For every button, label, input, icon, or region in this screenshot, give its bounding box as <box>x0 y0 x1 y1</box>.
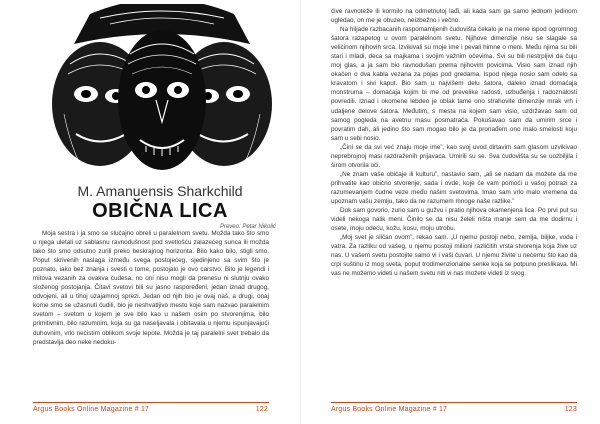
paragraph: Na hiljade razbacanih raspomamljenih čudovišta čekalo je na mene ispod ogromnog šatora razapetog u ovom paralelnom svetu. Njihove dimenzije nisu se slagale sa veličinom njihovih srca. Izvikivali su moje ime i pevali himne o meni. Među njima su bili stari i mladi, deca sa majkama i svojim važnim očevima. Svi su bili nestrpljivi da čuju moj glas, a ja sam bio ravnodušan prema njihovim povicima. Visio sam iznad njih okačen o dva kabla vezana za pojas pod gredama. Ispod njega nosio sam odelo sa kravatom i sivi kaput. Bio sam u najvišem delu šatora, daleko iznad domaćaja monstruma – domaćaja kojim bi me od prevelike radosti, uzbuđenja i radoznalosti povredili. Iznad i okomene lebdeo je oblak tame ono strahovite dimenzije mrak vrh i udaljene delove šatora. Međutim, s mesta na kojem sam visio, uzdržavao sam od samog pogleda na avetnu masu posmatrača. Pokušavao sam da umirim srce i povratim dah, ali jedino što sam mogao bilo je da pronađem ono malo smelosti koju sam u sebi nosio. <box>331 26 577 142</box>
footer-rule <box>331 402 577 403</box>
page-number: 123 <box>564 406 577 413</box>
paragraph: „Čini se da svi već znaju moje ime”, kao svoj uvod dirtavim sam glasom uzvikivao neprebrojnoj masi razdraženih prijavaca. Umirili su se. Sva čudovišta su se uozbiljila i širom otvorila oči. <box>331 143 577 169</box>
masks-illustration <box>40 4 284 182</box>
translator-credit: Prevео: Petar Nikolić <box>219 224 276 230</box>
paragraph: čive ravnoteže ili kormilo na odmetnutoj lađi, ali kada sam ga samo jednom jedinom ugledao, on me je obuzeo, neizbežno i večno. <box>331 8 577 25</box>
magazine-name: Argus Books Online Magazine # 17 <box>33 406 150 413</box>
left-body-text <box>33 229 269 347</box>
page-number: 122 <box>255 406 268 413</box>
author-name: M. Amanuensis Sharkchild <box>77 183 243 199</box>
paragraph: Moja sestra i ja smo se slučajno obreli u paralelnom svetu. Možda tako što smo u njega uletali uz sablasnu ravnodušnost pod svetlošću zalazećeg sunca ili možda tako što smo odsutno zurili preko beskrajnog horizonta. Bilo kako bilo, stigli smo. Poput skrivenih naslaga između svega postojećeg, sjedinjeno sa svim što je poznato, iako bez znanja i svesti o tome, postojalo je ovo carstvo. Bilo je legendi i mitova vezanih za ovakva čudesa, no oni nisu mogli da prenesu ni slutnju ovako složenog postojanja. Čitavi svetovi bili su jasno raspoređeni, jedan iznad drugog, odvojeni, ali u tihoj uzajamnoj sprezi. Jedan od njih bio je ovaj naš, a drugi, onaj kome smo se užasnuti čudili, bio je neshvatljivo mesto koje sam nazvao paralelnim svetom – svetom u kojem je sve bilo kao u našem osim po stvorenjima, bilo primitivnim, bilo razumnim, koja su ga naseljavala i obitavala u njemu ispunjavajući duhovnim, vrlo nečistim oblikom svoje lepote. Možda je taj paralelni svet trebalo da predstavlja deo neke nedoku- <box>33 230 269 346</box>
paragraph: „Moj svet je sličan ovom”, rekao sam. „U njemu postoji nebo, zemlja, biljke, voda i vatra. Za razliku od vašeg, u njemu postoji milioni različitih vrsta stvorenja koja žive uz nas. U vašem svetu postojite samo vi i vaši čuvari. U njemu živite u nečemu što kao da crpi suštinu iz mog sveta, poput trodimenzionalne senke koja se potpuno preslikava. Mi vas ne možemo videti u našem svetu niti vi nas možete videti iz svog. <box>331 234 577 278</box>
right-body-text <box>331 7 577 278</box>
story-title: OBIČNA LICA <box>92 200 228 222</box>
right-page <box>300 0 600 424</box>
paragraph: „Ne znam vaše običaje ili kulturu”, nastavio sam, „ali se nadam da možete da me prihvatite kao običnо stvorenje, sada i ovde, koje će vam pomoći u vašoj potrazi za razumevanjem čudne veze među našim svetovima. Imao sam vrlo malo vremena da upoznam vašu zemlju, tako da ne razumem mnoge naše razlike.” <box>331 170 577 205</box>
magazine-name: Argus Books Online Magazine # 17 <box>331 406 448 413</box>
footer-rule <box>33 402 269 403</box>
paragraph: Dok sam govorio, zuriо sam u gužvu i pratio njihova okamenjena lica. Po prvi put su videli nekoga nalik meni. Činilo se da nisu želeli ništa manje sem da me dodirnu i osete, moju odeću, kožu, kosu, moju utrobu. <box>331 207 577 233</box>
